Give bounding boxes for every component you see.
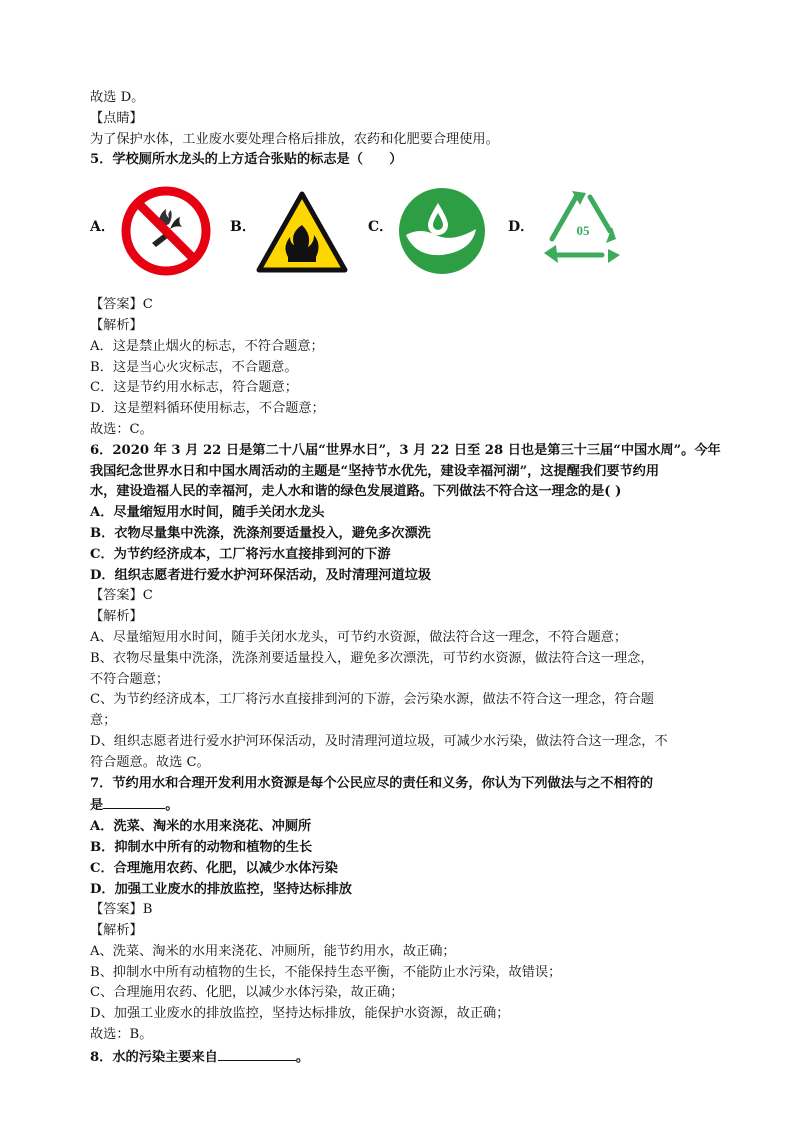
intro-line: 为了保护水体，工业废水要处理合格后排放，农药和化肥要合理使用。 bbox=[90, 131, 499, 147]
no-fire-sign-icon bbox=[118, 183, 214, 279]
q8-question-text: 8．水的污染主要来自 bbox=[90, 1049, 218, 1065]
q6-line: 我国纪念世界水日和中国水周活动的主题是“坚持节水优先，建设幸福河湖”，这提醒我们要节约用 bbox=[90, 463, 660, 479]
save-water-sign-icon bbox=[396, 185, 488, 277]
q7-question-line-2 bbox=[90, 794, 710, 817]
q6-line: C．为节约经济成本，工厂将污水直接排到河的下游 bbox=[90, 546, 391, 562]
q6-line: D．组织志愿者进行爱水护河环保活动，及时清理河道垃圾 bbox=[90, 567, 432, 583]
q5-answer-line: 【答案】C bbox=[90, 297, 153, 313]
recycling-sign-icon bbox=[536, 183, 630, 277]
q7-line: A、洗菜、淘米的水用来浇花、冲厕所，能节约用水，故正确； bbox=[90, 943, 456, 959]
q7-answer-blank bbox=[103, 794, 165, 809]
q7-line: A．洗菜、淘米的水用来浇花、冲厕所 bbox=[90, 819, 312, 835]
q8-answer-blank bbox=[218, 1046, 296, 1061]
q7-question-line-1: 7．节约用水和合理开发利用水资源是每个公民应尽的责任和义务，你认为下列做法与之不相符的 bbox=[90, 775, 654, 791]
intro-line: 5．学校厕所水龙头的上方适合张贴的标志是（ ） bbox=[90, 152, 403, 168]
q7-line: B．抑制水中所有的动物和植物的生长 bbox=[90, 839, 313, 855]
q8-question-end: 。 bbox=[295, 1049, 310, 1065]
q5-options-row bbox=[90, 181, 710, 281]
q6-line: B．衣物尽量集中洗涤，洗涤剂要适量投入，避免多次漂洗 bbox=[90, 525, 431, 541]
q7-line: 【答案】B bbox=[90, 902, 153, 918]
q7-line: C、合理施用农药、化肥，以减少水体污染，故正确； bbox=[90, 985, 404, 1001]
intro-line: 故选 D。 bbox=[90, 90, 145, 105]
q6-line: B、衣物尽量集中洗涤，洗涤剂要适量投入，避免多次漂洗，可节约水资源，做法符合这一理念， bbox=[90, 650, 654, 666]
q6-line: D、组织志愿者进行爱水护河环保活动，及时清理河道垃圾，可减少水污染，做法符合这一理念，不 bbox=[90, 733, 668, 749]
q5-answer-line: 故选：C。 bbox=[90, 421, 153, 437]
q6-line: A．尽量缩短用水时间，随手关闭水龙头 bbox=[90, 505, 325, 521]
q6-line: C、为节约经济成本，工厂将污水直接排到河的下游，会污染水源，做法不符合这一理念，符合题 bbox=[90, 692, 654, 708]
q5-answer-line: 【解析】 bbox=[90, 317, 143, 333]
q7-line: C．合理施用农药、化肥，以减少水体污染 bbox=[90, 860, 338, 876]
option-a-label: A． bbox=[90, 219, 115, 236]
q5-answer-section bbox=[90, 295, 710, 441]
option-b-label: B． bbox=[230, 219, 256, 236]
q7-line: 【解析】 bbox=[90, 923, 143, 939]
intro-line: 【点睛】 bbox=[90, 110, 143, 126]
q6-line: 意； bbox=[90, 713, 117, 729]
intro-lines bbox=[90, 88, 710, 171]
document-page bbox=[90, 88, 721, 1069]
q6-line: 6．2020 年 3 月 22 日是第二十八届“世界水日”，3 月 22 日至 28 日也是第三十三届“中国水周”。今年 bbox=[90, 442, 721, 458]
q5-answer-line: B．这是当心火灾标志，不合题意。 bbox=[90, 359, 298, 375]
q6-line: 【解析】 bbox=[90, 609, 143, 625]
option-d-label: D． bbox=[508, 219, 535, 236]
q5-answer-line: A．这是禁止烟火的标志，不符合题意； bbox=[90, 338, 324, 354]
q6-line: 不符合题意； bbox=[90, 671, 170, 687]
q6-line: 【答案】C bbox=[90, 588, 153, 604]
q8-question-line bbox=[90, 1046, 710, 1069]
recycle-code-text: 05 bbox=[576, 223, 590, 239]
q6-line: 水，建设造福人民的幸福河，走人水和谐的绿色发展道路。下列做法不符合这一理念的是( ) bbox=[90, 484, 622, 500]
question-7-section bbox=[90, 817, 710, 1046]
q6-line: A、尽量缩短用水时间，随手关闭水龙头，可节约水资源，做法符合这一理念，不符合题意； bbox=[90, 629, 628, 645]
q7-question-end: 。 bbox=[165, 798, 179, 814]
q6-line: 符合题意。故选 C。 bbox=[90, 754, 210, 770]
q5-answer-line: C．这是节约用水标志，符合题意； bbox=[90, 380, 298, 396]
question-6-section bbox=[90, 441, 721, 774]
q7-line: 故选：B。 bbox=[90, 1027, 153, 1043]
q7-line: D．加强工业废水的排放监控，坚持达标排放 bbox=[90, 881, 352, 897]
q7-line: D、加强工业废水的排放监控，坚持达标排放，能保护水资源，故正确； bbox=[90, 1006, 510, 1022]
option-c-label: C． bbox=[368, 219, 394, 236]
q7-line: B、抑制水中所有动植物的生长，不能保持生态平衡，不能防止水污染，故错误； bbox=[90, 964, 562, 980]
q5-answer-line: D．这是塑料循环使用标志，不合题意； bbox=[90, 401, 325, 417]
q7-question-prefix: 是 bbox=[90, 798, 104, 814]
fire-warning-sign-icon bbox=[256, 191, 348, 273]
